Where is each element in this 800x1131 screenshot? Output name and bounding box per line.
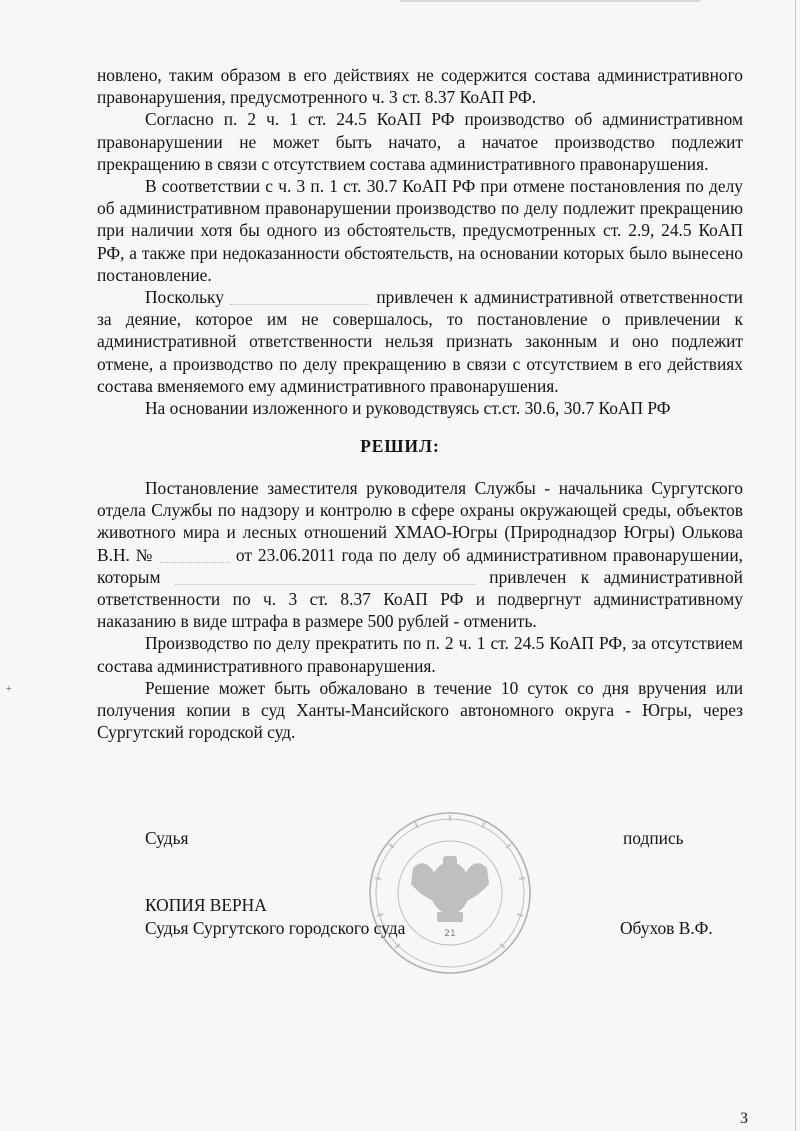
decision-1-start: Постановление заместителя руководителя Службы - начальника Сургутского отдела Службы по надзору и контролю в сфере охраны окружающей среды, объектов животного мира и лесных отношений ХМАО-Югры (Природнадзор Югры) Олькова В.Н. №	[97, 478, 743, 565]
paragraph-4	[97, 286, 743, 397]
paragraph-4-start: Поскольку	[145, 287, 224, 308]
signature-label: подпись	[623, 828, 684, 848]
paragraph-5: На основании изложенного и руководствуясь ст.ст. 30.6, 30.7 КоАП РФ	[145, 398, 671, 419]
decision-section	[97, 477, 743, 743]
page-number: 3	[740, 1110, 748, 1127]
punch-mark: +	[6, 684, 12, 695]
copy-verified-label: КОПИЯ ВЕРНА	[145, 895, 267, 915]
paragraph-1: новлено, таким образом в его действиях не содержится состава административного правонарушения, предусмотренного ч. 3 ст. 8.37 КоАП РФ.	[97, 65, 743, 108]
reasoning-section	[97, 64, 743, 419]
scan-artifact-right	[795, 0, 796, 1131]
paragraph-4-end: привлечен к административной ответственности за деяние, которое им не совершалось, то постановление о привлечении к административной ответственности нельзя признать законным и оно подлежит отмене, а производство по делу прекращению в связи с отсутствием в его действиях состава вменяемого ему административного правонарушения.	[97, 287, 743, 396]
stamp-number: 21	[444, 929, 456, 939]
decision-paragraph-3: Решение может быть обжаловано в течение 10 суток со дня вручения или получения копии в суд Ханты-Мансийского автономного округа - Югры, через Сургутский городской суд.	[97, 677, 743, 743]
decision-paragraph-2: Производство по делу прекратить по п. 2 ч. 1 ст. 24.5 КоАП РФ, за отсутствием состава административного правонарушения.	[97, 633, 743, 676]
paragraph-2: Согласно п. 2 ч. 1 ст. 24.5 КоАП РФ производство об административном правонарушении не может быть начато, а начатое производство подлежит прекращению в связи с отсутствием состава административного правонарушения.	[97, 109, 743, 174]
decision-1-middle: от 23.06.2011 года по делу об административном правонарушении, которым	[97, 544, 743, 587]
redacted-name	[230, 290, 370, 305]
court-seal-stamp	[365, 808, 535, 978]
decision-heading: РЕШИЛ:	[360, 436, 440, 456]
court-judge-title: Судья Сургутского городского суда	[145, 918, 406, 938]
paragraph-3: В соответствии с ч. 3 п. 1 ст. 30.7 КоАП РФ при отмене постановления по делу об административном правонарушении производство по делу подлежит прекращению при наличии хотя бы одного из обстоятельств, предусмотренных ст. 2.9, 24.5 КоАП РФ, а также при недоказанности обстоятельств, на основании которых было вынесено постановление.	[97, 176, 743, 285]
decision-paragraph-1	[97, 477, 743, 632]
judge-label: Судья	[145, 828, 189, 848]
decision-1-end: привлечен к административной ответственности по ч. 3 ст. 8.37 КоАП РФ и подвергнут административному наказанию в виде штрафа в размере 500 рублей - отменить.	[97, 566, 743, 632]
judge-name: Обухов В.Ф.	[620, 918, 713, 938]
redacted-person	[175, 570, 475, 585]
redacted-number	[160, 548, 230, 563]
scan-artifact-top	[400, 0, 700, 8]
